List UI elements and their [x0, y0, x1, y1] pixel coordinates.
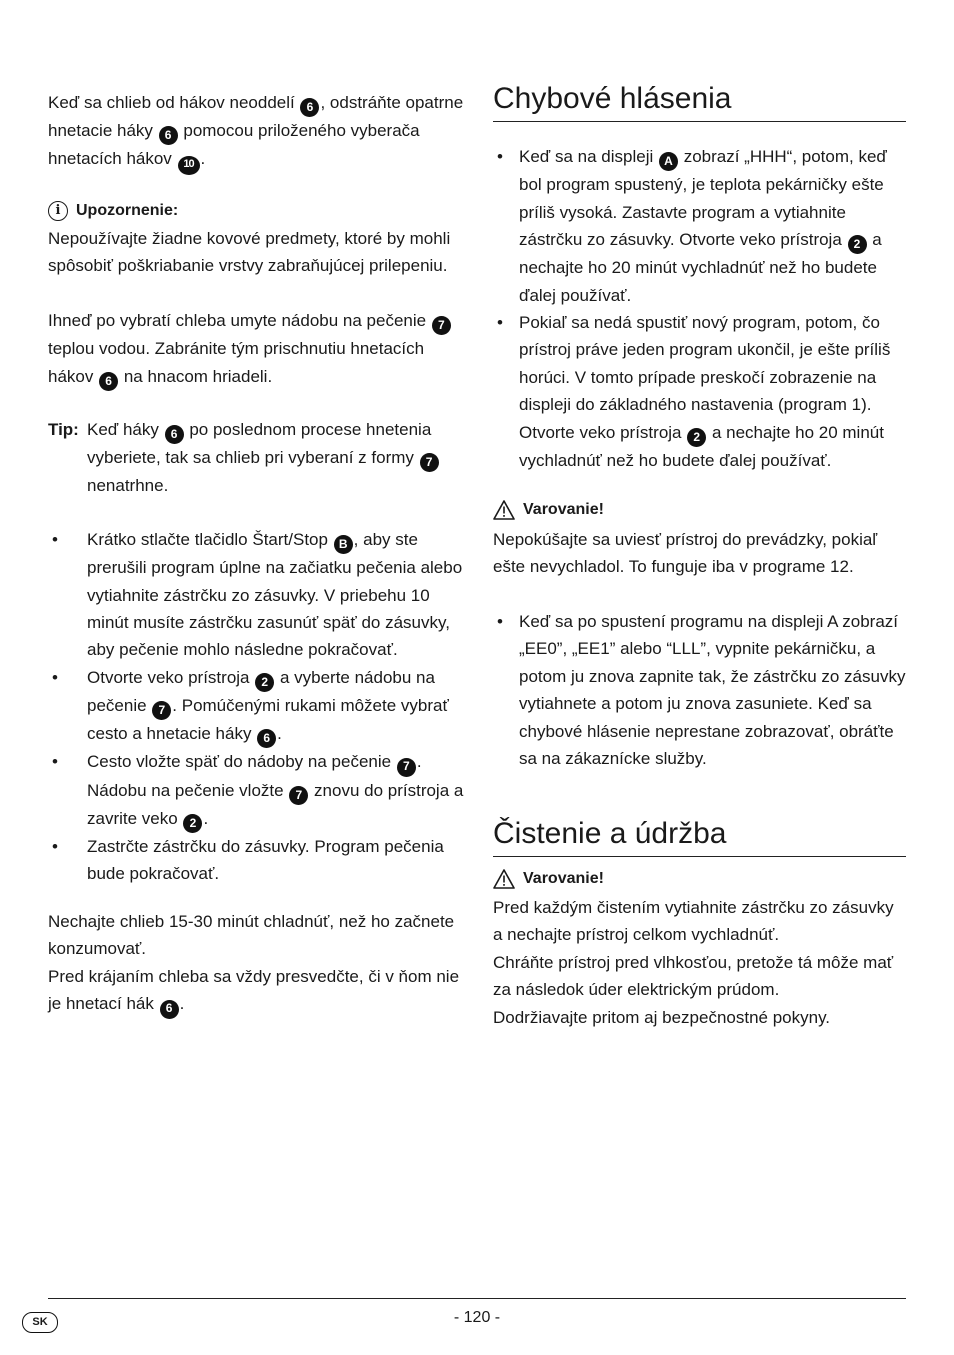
- warning-text: Nepokúšajte sa uviesť prístroj do prevádzky, pokiaľ ešte nevychladol. To funguje iba v programe 12.: [493, 530, 878, 577]
- list-item: • Cesto vložte späť do nádoby na pečenie 7 . Nádobu na pečenie vložte 7 znovu do prístroja a zavrite veko 2 .: [48, 748, 464, 833]
- note-text-1: Nepoužívajte žiadne kovové predmety, ktoré by mohli spôsobiť poškriabanie vrstvy zabraňujúcej prilepeniu.: [48, 229, 451, 276]
- ref-number: 7: [432, 316, 451, 335]
- ref-number: 7: [152, 701, 171, 720]
- warning-text-2: Chráňte prístroj pred vlhkosťou, pretože tá môže mať za následok úder elektrickým prúdom.: [493, 953, 894, 1000]
- language-badge: SK: [22, 1312, 58, 1333]
- error-list: [493, 143, 906, 474]
- paragraph-cooling: Nechajte chlieb 15-30 minút chladnúť, než ho začnete konzumovať.: [48, 912, 455, 959]
- ref-number: 6: [159, 126, 178, 145]
- footer-divider: [48, 1298, 906, 1299]
- ref-number: 6: [257, 729, 276, 748]
- ref-number: 2: [687, 428, 706, 447]
- ref-number: 2: [255, 673, 274, 692]
- list-item: • Otvorte veko prístroja 2 a vyberte nádobu na pečenie 7 . Pomúčenými rukami môžete vybrať cesto a hnetacie háky 6 .: [48, 664, 464, 749]
- warning-icon: [493, 500, 515, 520]
- note-heading: [48, 199, 464, 223]
- ref-number: 2: [183, 814, 202, 833]
- ref-letter: B: [334, 535, 353, 554]
- tip-block: [48, 416, 464, 500]
- warning-heading: [493, 867, 906, 891]
- ref-number: 7: [397, 758, 416, 777]
- heading-error-messages: Chybové hlásenia: [493, 80, 906, 122]
- ref-number: 2: [848, 235, 867, 254]
- list-item: • Keď sa na displeji A zobrazí „HHH“, potom, keď bol program spustený, je teplota pekárničky ešte príliš vysoká. Zastavte program a vytiahnite zástrčku zo zásuvky. Otvorte veko prístroja 2 a nechajte ho 20 minút vychladnúť než ho budete ďalej používať.: [493, 143, 906, 309]
- pause-steps-list: [48, 526, 464, 888]
- list-item: • Krátko stlačte tlačidlo Štart/Stop B , aby ste prerušili program úplne na začiatku pečenia alebo vytiahnite zástrčku zo zásuvky. V priebehu 10 minút musíte zástrčku zasunúť späť do zásuvky, aby pečenie mohlo následne pokračovať.: [48, 526, 464, 664]
- ref-number: 6: [99, 372, 118, 391]
- ref-letter: A: [659, 152, 678, 171]
- warning-heading: [493, 498, 906, 522]
- warning-text-3: Dodržiavajte pritom aj bezpečnostné pokyny.: [493, 1008, 831, 1027]
- tip-label: Tip:: [48, 420, 79, 439]
- list-item: • Zastrčte zástrčku do zásuvky. Program pečenia bude pokračovať.: [48, 833, 464, 888]
- ref-number: 6: [165, 425, 184, 444]
- ref-number: 6: [300, 98, 319, 117]
- note-title: Upozornenie:: [76, 202, 179, 219]
- ref-number: 7: [420, 453, 439, 472]
- info-icon: i: [48, 201, 68, 221]
- warning-title: Varovanie!: [523, 870, 604, 887]
- page-number: - 120 -: [453, 1309, 501, 1326]
- warning-icon: [493, 869, 515, 889]
- warning-text-1: Pred každým čistením vytiahnite zástrčku zo zásuvky a nechajte prístroj celkom vychladnúť.: [493, 898, 894, 945]
- ref-number: 6: [160, 1000, 179, 1019]
- ref-number: 10: [178, 156, 200, 175]
- tip-text: Keď háky 6 po poslednom procese hnetenia vyberiete, tak sa chlieb pri vyberaní z formy 7 nenatrhne.: [87, 416, 464, 500]
- list-item: • Pokiaľ sa nedá spustiť nový program, potom, čo prístroj práve jeden program ukončil, je ešte príliš horúci. V tomto prípade preskočí zobrazenie na displeji do základného nastavenia (program 1). Otvorte veko prístroja 2 a nechajte ho 20 minút vychladnúť než ho budete ďalej používať.: [493, 309, 906, 474]
- paragraph-remove-bread: Keď sa chlieb od hákov neoddelí 6 , odstráňte opatrne hnetacie háky 6 pomocou priloženého vyberača hnetacích hákov 10 .: [48, 89, 464, 175]
- error-list-2: [493, 608, 906, 772]
- list-item: • Keď sa po spustení programu na displeji A zobrazí „EE0”, „EE1” alebo “LLL”, vypnite pekárničku, a potom ju znova zapnite tak, že zástrčku zo zásuvky vytiahnete a potom ju znova zasuniete. Keď sa chybové hlásenie neprestane zobrazovať, obráťte sa na zákaznícke služby.: [493, 608, 906, 772]
- warning-title: Varovanie!: [523, 501, 604, 518]
- paragraph-cutting: Pred krájaním chleba sa vždy presvedčte, či v ňom nie je hnetací hák 6 .: [48, 963, 464, 1019]
- note-text-2: Ihneď po vybratí chleba umyte nádobu na pečenie 7 teplou vodou. Zabránite tým prischnutiu hnetacích hákov 6 na hnacom hriadeli.: [48, 307, 464, 391]
- heading-cleaning: Čistenie a údržba: [493, 815, 906, 857]
- ref-number: 7: [289, 786, 308, 805]
